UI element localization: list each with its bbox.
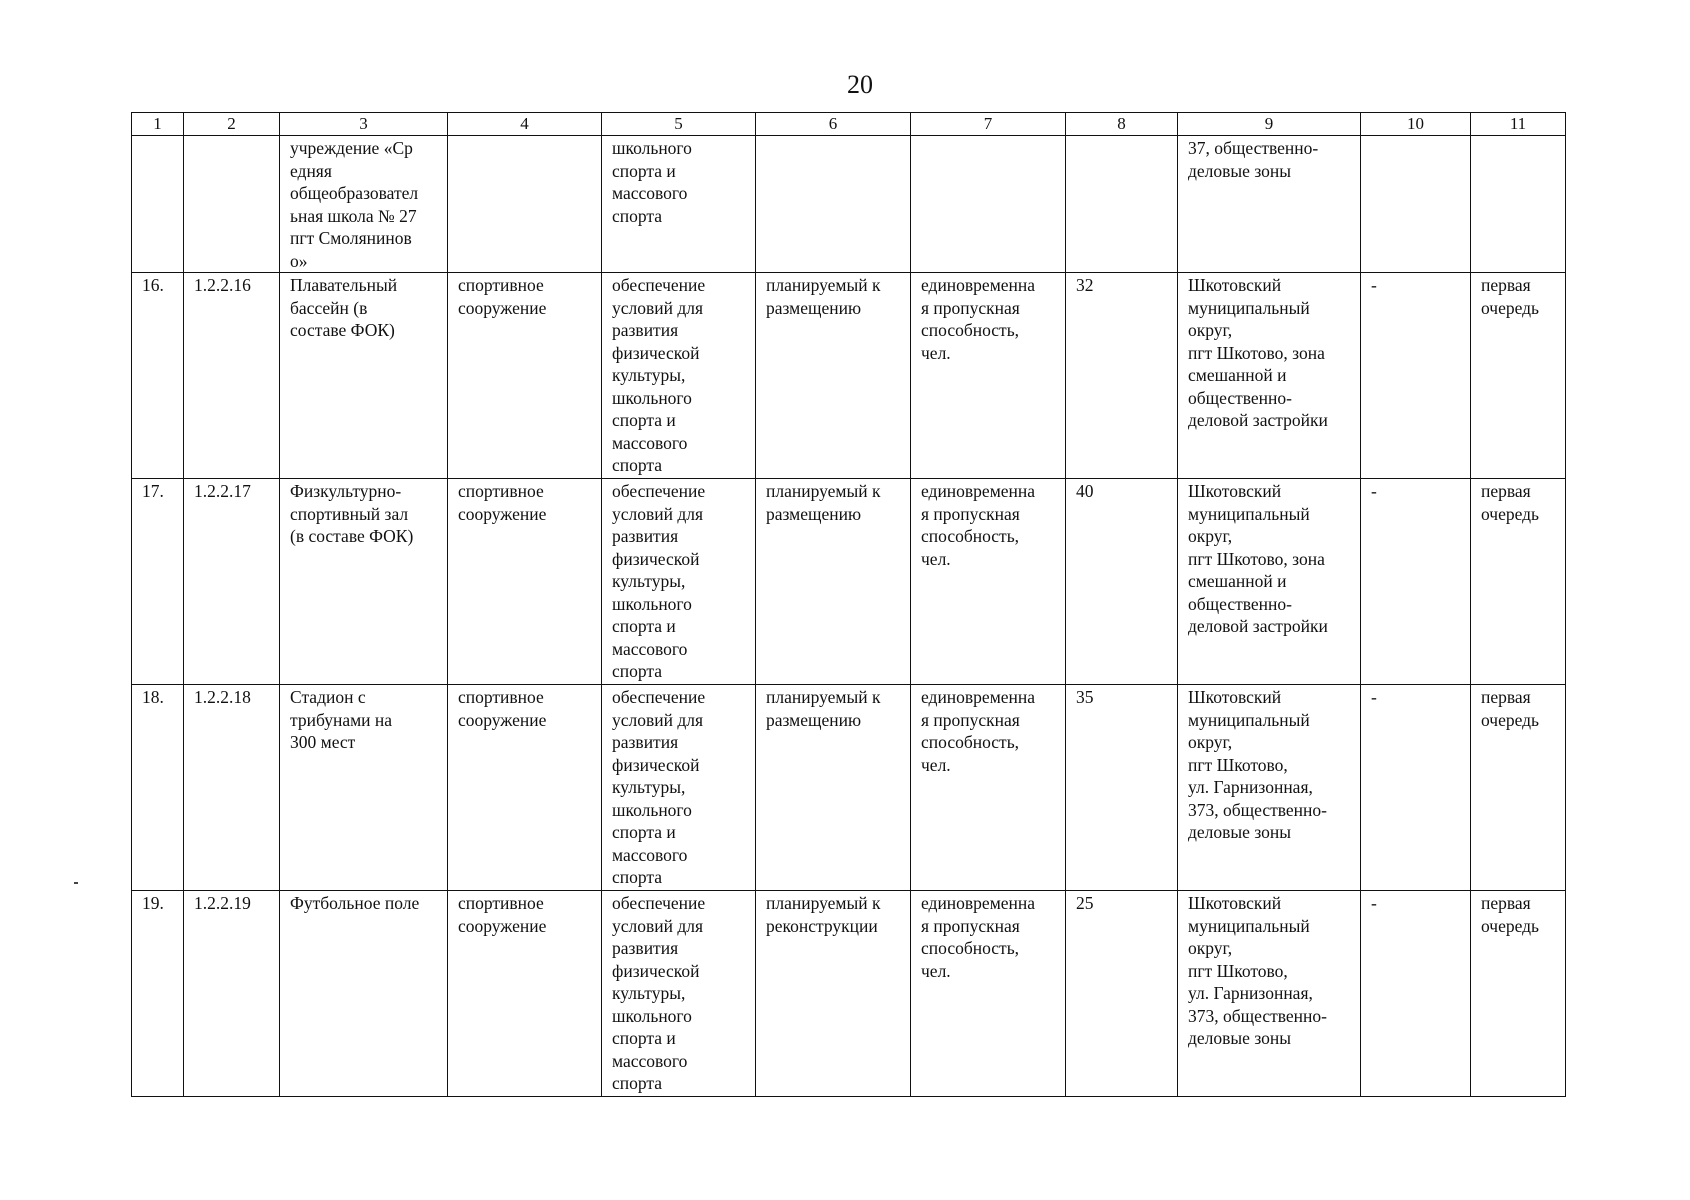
cell-text-line: очередь: [1481, 709, 1540, 730]
cell-zone: [1361, 136, 1471, 273]
cell-status: [756, 891, 911, 1097]
cell-text-line: спорта и: [612, 410, 676, 430]
cell-text-line: 37, общественно-: [1188, 138, 1319, 158]
cell-text-line: -: [1371, 893, 1377, 913]
cell-text-line: школьного: [612, 387, 692, 408]
cell-text-line: спорта: [612, 1073, 663, 1093]
cell-purpose: [602, 479, 756, 685]
cell-text-line: условий для: [612, 915, 704, 936]
cell-text-line: я пропускная: [921, 297, 1020, 318]
table-body: [132, 136, 1566, 1097]
cell-code: [184, 891, 280, 1097]
cell-text-line: условий для: [612, 503, 704, 524]
cell-text-line: культуры,: [612, 571, 686, 591]
cell-text-line: 16.: [142, 275, 164, 295]
cell-text-line: первая: [1481, 687, 1531, 707]
column-number: 10: [1361, 113, 1471, 136]
cell-text-line: округ,: [1188, 938, 1233, 958]
cell-text-line: бассейн (в: [290, 297, 368, 318]
cell-text-line: развития: [612, 526, 679, 546]
cell-text-line: Шкотовский: [1188, 275, 1282, 295]
cell-indicator: [911, 685, 1066, 891]
cell-text-line: спортивный зал: [290, 503, 409, 524]
column-number: 11: [1471, 113, 1566, 136]
cell-name: [280, 685, 448, 891]
cell-text-line: спортивное: [458, 687, 544, 707]
cell-type: [448, 136, 602, 273]
cell-text-line: развития: [612, 320, 679, 340]
cell-text-line: спорта и: [612, 1028, 676, 1048]
cell-value: [1066, 479, 1178, 685]
cell-text-line: Шкотовский: [1188, 481, 1282, 501]
table-row: [132, 479, 1566, 685]
cell-code: [184, 273, 280, 479]
cell-text-line: муниципальный: [1188, 297, 1310, 318]
cell-indicator: [911, 479, 1066, 685]
column-number: 9: [1178, 113, 1361, 136]
column-number: 1: [132, 113, 184, 136]
cell-status: [756, 273, 911, 479]
cell-text-line: массового: [612, 844, 688, 865]
cell-name: [280, 273, 448, 479]
cell-text-line: Физкультурно-: [290, 481, 402, 501]
table-row: [132, 136, 1566, 273]
cell-text-line: культуры,: [612, 983, 686, 1003]
cell-text-line: -: [1371, 275, 1377, 295]
cell-queue: [1471, 685, 1566, 891]
cell-text-line: сооружение: [458, 503, 547, 524]
cell-zone: [1361, 685, 1471, 891]
cell-text-line: 373, общественно-: [1188, 1005, 1327, 1026]
cell-value: [1066, 273, 1178, 479]
cell-type: [448, 479, 602, 685]
cell-text-line: обеспечение: [612, 481, 706, 501]
column-number: 8: [1066, 113, 1178, 136]
cell-text-line: развития: [612, 732, 679, 752]
cell-text-line: спортивное: [458, 893, 544, 913]
cell-text-line: общественно-: [1188, 593, 1292, 614]
cell-text-line: пгт Смолянинов: [290, 228, 412, 248]
table-row: [132, 273, 1566, 479]
cell-text-line: культуры,: [612, 777, 686, 797]
cell-text-line: Стадион с: [290, 687, 366, 707]
cell-text-line: размещению: [766, 709, 862, 730]
cell-zone: [1361, 273, 1471, 479]
cell-text-line: планируемый к: [766, 481, 881, 501]
cell-queue: [1471, 479, 1566, 685]
cell-purpose: [602, 136, 756, 273]
cell-text-line: -: [1371, 481, 1377, 501]
cell-location: [1178, 891, 1361, 1097]
cell-name: [280, 891, 448, 1097]
cell-text-line: округ,: [1188, 320, 1233, 340]
cell-text-line: округ,: [1188, 526, 1233, 546]
cell-location: [1178, 136, 1361, 273]
cell-text-line: чел.: [921, 342, 951, 363]
cell-text-line: реконструкции: [766, 915, 878, 936]
cell-text-line: 1.2.2.16: [194, 275, 251, 295]
cell-status: [756, 136, 911, 273]
cell-text-line: единовременна: [921, 275, 1036, 295]
cell-text-line: Футбольное поле: [290, 893, 420, 913]
cell-text-line: школьного: [612, 593, 692, 614]
cell-text-line: первая: [1481, 481, 1531, 501]
cell-text-line: планируемый к: [766, 687, 881, 707]
column-number: 7: [911, 113, 1066, 136]
scan-mark: [74, 882, 78, 884]
cell-code: [184, 479, 280, 685]
cell-text-line: составе ФОК): [290, 320, 395, 340]
cell-text-line: деловые зоны: [1188, 822, 1292, 842]
cell-text-line: я пропускная: [921, 709, 1020, 730]
table-row: [132, 685, 1566, 891]
cell-text-line: 1.2.2.17: [194, 481, 251, 501]
cell-text-line: физической: [612, 548, 700, 569]
cell-text-line: общеобразовател: [290, 183, 419, 203]
cell-text-line: способность,: [921, 732, 1020, 752]
cell-queue: [1471, 136, 1566, 273]
cell-text-line: единовременна: [921, 687, 1036, 707]
cell-code: [184, 685, 280, 891]
cell-value: [1066, 891, 1178, 1097]
cell-text-line: спортивное: [458, 481, 544, 501]
cell-text-line: деловой застройки: [1188, 616, 1328, 636]
cell-text-line: чел.: [921, 754, 951, 775]
cell-text-line: Шкотовский: [1188, 687, 1282, 707]
cell-text-line: чел.: [921, 960, 951, 981]
cell-value: [1066, 685, 1178, 891]
cell-text-line: первая: [1481, 275, 1531, 295]
cell-text-line: сооружение: [458, 709, 547, 730]
cell-text-line: деловые зоны: [1188, 1028, 1292, 1048]
cell-text-line: очередь: [1481, 915, 1540, 936]
cell-text-line: спортивное: [458, 275, 544, 295]
cell-indicator: [911, 891, 1066, 1097]
cell-purpose: [602, 685, 756, 891]
cell-text-line: первая: [1481, 893, 1531, 913]
cell-text-line: спорта и: [612, 616, 676, 636]
cell-text-line: физической: [612, 754, 700, 775]
cell-text-line: размещению: [766, 503, 862, 524]
column-number: 4: [448, 113, 602, 136]
cell-text-line: я пропускная: [921, 503, 1020, 524]
cell-text-line: 300 мест: [290, 732, 356, 752]
cell-text-line: обеспечение: [612, 687, 706, 707]
cell-text-line: способность,: [921, 526, 1020, 546]
cell-location: [1178, 273, 1361, 479]
cell-text-line: планируемый к: [766, 275, 881, 295]
cell-text-line: 19.: [142, 893, 164, 913]
column-number: 5: [602, 113, 756, 136]
cell-status: [756, 685, 911, 891]
cell-text-line: массового: [612, 1050, 688, 1071]
cell-indicator: [911, 273, 1066, 479]
cell-text-line: пгт Шкотово,: [1188, 754, 1288, 775]
cell-code: [184, 136, 280, 273]
cell-text-line: обеспечение: [612, 893, 706, 913]
cell-text-line: 18.: [142, 687, 164, 707]
cell-text-line: условий для: [612, 297, 704, 318]
cell-text-line: спорта: [612, 455, 663, 475]
page-number: 20: [847, 70, 873, 99]
cell-text-line: ьная школа № 27: [290, 205, 417, 226]
cell-text-line: 32: [1076, 275, 1094, 295]
cell-text-line: развития: [612, 938, 679, 958]
cell-type: [448, 685, 602, 891]
cell-text-line: массового: [612, 432, 688, 453]
cell-text-line: 1.2.2.19: [194, 893, 251, 913]
cell-text-line: 40: [1076, 481, 1094, 501]
cell-text-line: я пропускная: [921, 915, 1020, 936]
cell-text-line: ул. Гарнизонная,: [1188, 777, 1313, 797]
cell-zone: [1361, 479, 1471, 685]
cell-text-line: способность,: [921, 320, 1020, 340]
cell-text-line: пгт Шкотово, зона: [1188, 548, 1325, 569]
cell-text-line: 1.2.2.18: [194, 687, 251, 707]
cell-text-line: спорта и: [612, 822, 676, 842]
cell-text-line: смешанной и: [1188, 571, 1287, 591]
cell-status: [756, 479, 911, 685]
cell-text-line: муниципальный: [1188, 915, 1310, 936]
cell-text-line: пгт Шкотово,: [1188, 960, 1288, 981]
cell-text-line: спорта: [612, 867, 663, 887]
cell-name: [280, 479, 448, 685]
cell-text-line: спорта: [612, 205, 663, 226]
cell-text-line: о»: [290, 250, 308, 271]
cell-text-line: пгт Шкотово, зона: [1188, 342, 1325, 363]
cell-text-line: 35: [1076, 687, 1094, 707]
cell-text-line: единовременна: [921, 481, 1036, 501]
cell-text-line: чел.: [921, 548, 951, 569]
cell-text-line: очередь: [1481, 503, 1540, 524]
cell-text-line: спорта и: [612, 160, 676, 181]
cell-text-line: планируемый к: [766, 893, 881, 913]
cell-num: [132, 136, 184, 273]
cell-text-line: едняя: [290, 160, 332, 181]
cell-text-line: школьного: [612, 138, 692, 158]
cell-text-line: спорта: [612, 661, 663, 681]
cell-text-line: условий для: [612, 709, 704, 730]
column-number-row: [132, 113, 1566, 136]
cell-text-line: трибунами на: [290, 709, 393, 730]
cell-indicator: [911, 136, 1066, 273]
cell-text-line: единовременна: [921, 893, 1036, 913]
cell-text-line: (в составе ФОК): [290, 526, 414, 546]
cell-purpose: [602, 273, 756, 479]
cell-text-line: 373, общественно-: [1188, 799, 1327, 820]
cell-num: [132, 273, 184, 479]
cell-text-line: смешанной и: [1188, 365, 1287, 385]
cell-type: [448, 273, 602, 479]
cell-num: [132, 685, 184, 891]
cell-text-line: сооружение: [458, 915, 547, 936]
cell-location: [1178, 685, 1361, 891]
cell-purpose: [602, 891, 756, 1097]
cell-text-line: 17.: [142, 481, 164, 501]
cell-text-line: культуры,: [612, 365, 686, 385]
cell-text-line: ул. Гарнизонная,: [1188, 983, 1313, 1003]
cell-text-line: физической: [612, 960, 700, 981]
cell-queue: [1471, 891, 1566, 1097]
cell-text-line: способность,: [921, 938, 1020, 958]
cell-text-line: -: [1371, 687, 1377, 707]
cell-text-line: Шкотовский: [1188, 893, 1282, 913]
objects-table: [131, 112, 1566, 1097]
cell-text-line: муниципальный: [1188, 503, 1310, 524]
cell-name: [280, 136, 448, 273]
cell-text-line: физической: [612, 342, 700, 363]
cell-type: [448, 891, 602, 1097]
cell-text-line: школьного: [612, 1005, 692, 1026]
column-number: 2: [184, 113, 280, 136]
cell-text-line: обеспечение: [612, 275, 706, 295]
cell-text-line: массового: [612, 638, 688, 659]
cell-num: [132, 479, 184, 685]
table-row: [132, 891, 1566, 1097]
cell-text-line: 25: [1076, 893, 1094, 913]
cell-text-line: муниципальный: [1188, 709, 1310, 730]
column-number: 3: [280, 113, 448, 136]
cell-text-line: школьного: [612, 799, 692, 820]
cell-text-line: деловые зоны: [1188, 160, 1292, 181]
cell-text-line: общественно-: [1188, 387, 1292, 408]
column-number: 6: [756, 113, 911, 136]
cell-text-line: учреждение «Ср: [290, 138, 413, 158]
cell-num: [132, 891, 184, 1097]
cell-text-line: округ,: [1188, 732, 1233, 752]
cell-location: [1178, 479, 1361, 685]
cell-text-line: очередь: [1481, 297, 1540, 318]
cell-text-line: размещению: [766, 297, 862, 318]
cell-text-line: Плавательный: [290, 275, 398, 295]
cell-text-line: деловой застройки: [1188, 410, 1328, 430]
cell-text-line: массового: [612, 183, 688, 203]
cell-value: [1066, 136, 1178, 273]
cell-text-line: сооружение: [458, 297, 547, 318]
cell-zone: [1361, 891, 1471, 1097]
cell-queue: [1471, 273, 1566, 479]
